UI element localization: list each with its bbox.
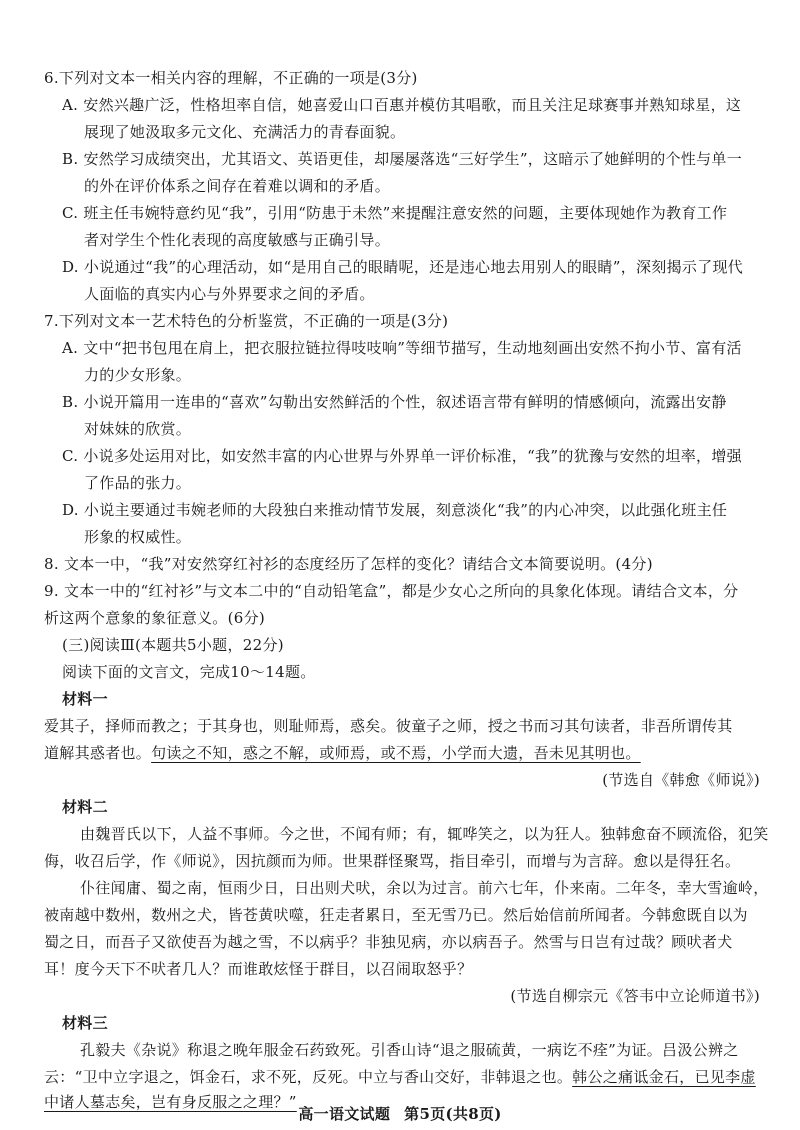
q7-option-a: A. 文中“把书包甩在肩上，把衣服拉链拉得吱吱响”等细节描写，生动地刻画出安然不拘小节、富有活 <box>62 339 742 357</box>
footer-title: 高一语文试题 <box>298 1105 391 1123</box>
section-heading: (三)阅读Ⅲ(本题共5小题，22分) <box>62 636 284 654</box>
material-2-line-3: 仆往闻庸、蜀之南，恒雨少日，日出则犬吠，余以为过言。前六七年，仆来南。二年冬，幸大雪逾岭， <box>80 879 769 897</box>
q7-option-c: C. 小说多处运用对比，如安然丰富的内心世界与外界单一评价标准，“我”的犹豫与安然的坦率，增强 <box>62 447 742 465</box>
q7-option-a-cont: 力的少女形象。 <box>84 366 192 384</box>
material-1-line-2 <box>44 743 641 764</box>
question-8: 8. 文本一中，“我”对安然穿红衬衫的态度经历了怎样的变化？请结合文本简要说明。(4分) <box>44 555 653 573</box>
material-3-underlined: 韩公之痛诋金石，已见李虚 <box>572 1068 756 1086</box>
q6-option-d: D. 小说通过“我”的心理活动，如“是用自己的眼睛呢，还是违心地去用别人的眼睛”，深刻揭示了现代 <box>62 258 744 276</box>
material-1-text: 道解其惑者也。 <box>44 744 152 762</box>
material-2-line-1: 由魏晋氏以下，人益不事师。今之世，不闻有师；有，辄哗笑之，以为狂人。独韩愈奋不顾流俗，犯笑 <box>80 825 769 843</box>
q6-option-b: B. 安然学习成绩突出，尤其语文、英语更佳，却屡屡落选“三好学生”，这暗示了她鲜明的个性与单一 <box>62 150 742 168</box>
q6-option-c-cont: 者对学生个性化表现的高度敏感与正确引导。 <box>84 231 391 249</box>
q7-option-b-cont: 对妹妹的欣赏。 <box>84 420 192 438</box>
material-1-line-1: 爱其子，择师而教之；于其身也，则耻师焉，惑矣。彼童子之师，授之书而习其句读者，非吾所谓传其 <box>44 717 733 735</box>
material-3-line-3: 中诸人墓志矣，岂有身反服之之理？” <box>44 1093 297 1111</box>
material-2-title: 材料二 <box>62 798 108 816</box>
q7-option-c-cont: 了作品的张力。 <box>84 474 192 492</box>
q6-option-c: C. 班主任韦婉特意约见“我”，引用“防患于未然”来提醒注意安然的问题，主要体现她作为教育工作 <box>62 204 728 222</box>
material-3-text: 云：“卫中立字退之，饵金石，求不死，反死。中立与香山交好，非韩退之也。 <box>44 1068 573 1086</box>
material-2-line-2: 侮，收召后学，作《师说》，因抗颜而为师。世果群怪聚骂，指目牵引，而增与为言辞。愈以是得狂名。 <box>44 852 741 870</box>
material-1-underlined: 句读之不知，惑之不解，或师焉，或不焉，小学而大遗，吾未见其明也。 <box>151 744 641 762</box>
q6-option-a-cont: 展现了她汲取多元文化、充满活力的青春面貌。 <box>84 123 406 141</box>
question-7: 7.下列对文本一艺术特色的分析鉴赏，不正确的一项是(3分) <box>44 312 449 330</box>
q6-option-a: A. 安然兴趣广泛，性格坦率自信，她喜爱山口百惠并模仿其唱歌，而且关注足球赛事并熟知球星，这 <box>62 96 742 114</box>
material-2-source: (节选自柳宗元《答韦中立论师道书》) <box>510 987 760 1005</box>
question-6: 6.下列对文本一相关内容的理解，不正确的一项是(3分) <box>44 69 418 87</box>
q6-option-d-cont: 人面临的真实内心与外界要求之间的矛盾。 <box>84 285 375 303</box>
material-1-title: 材料一 <box>62 690 108 708</box>
material-3-line-2 <box>44 1067 756 1088</box>
footer-page-number: 第5页(共8页) <box>404 1105 502 1123</box>
q7-option-b: B. 小说开篇用一连串的“喜欢”勾勒出安然鲜活的个性，叙述语言带有鲜明的情感倾向，流露出安静 <box>62 393 727 411</box>
page-footer <box>0 1104 800 1125</box>
q6-option-b-cont: 的外在评价体系之间存在着难以调和的矛盾。 <box>84 177 391 195</box>
question-9: 9. 文本一中的“红衬衫”与文本二中的“自动铅笔盒”，都是少女心之所向的具象化体现。请结合文本，分 <box>44 582 739 600</box>
q7-option-d: D. 小说主要通过韦婉老师的大段独白来推动情节发展，刻意淡化“我”的内心冲突，以此强化班主任 <box>62 501 728 519</box>
material-2-line-4: 被南越中数州，数州之犬，皆苍黄吠噬，狂走者累日，至无雪乃已。然后始信前所闻者。今韩愈既自以为 <box>44 906 748 924</box>
material-2-line-6: 耳！度今天下不吠者几人？而谁敢炫怪于群目，以召闹取怒乎？ <box>44 960 473 978</box>
material-3-line-1: 孔毅夫《杂说》称退之晚年服金石药致死。引香山诗“退之服硫黄，一病讫不痊”为证。吕汲公辨之 <box>80 1041 739 1059</box>
material-1-source: (节选自《韩愈《师说》) <box>602 771 760 789</box>
material-3-title: 材料三 <box>62 1014 108 1032</box>
section-instruction: 阅读下面的文言文，完成10～14题。 <box>62 663 316 681</box>
material-2-line-5: 蜀之日，而吾子又欲使吾为越之雪，不以病乎？非独见病，亦以病吾子。然雪与日岂有过哉？顾吠者犬 <box>44 933 733 951</box>
q7-option-d-cont: 形象的权威性。 <box>84 528 192 546</box>
question-9-cont: 析这两个意象的象征意义。(6分) <box>44 609 266 627</box>
